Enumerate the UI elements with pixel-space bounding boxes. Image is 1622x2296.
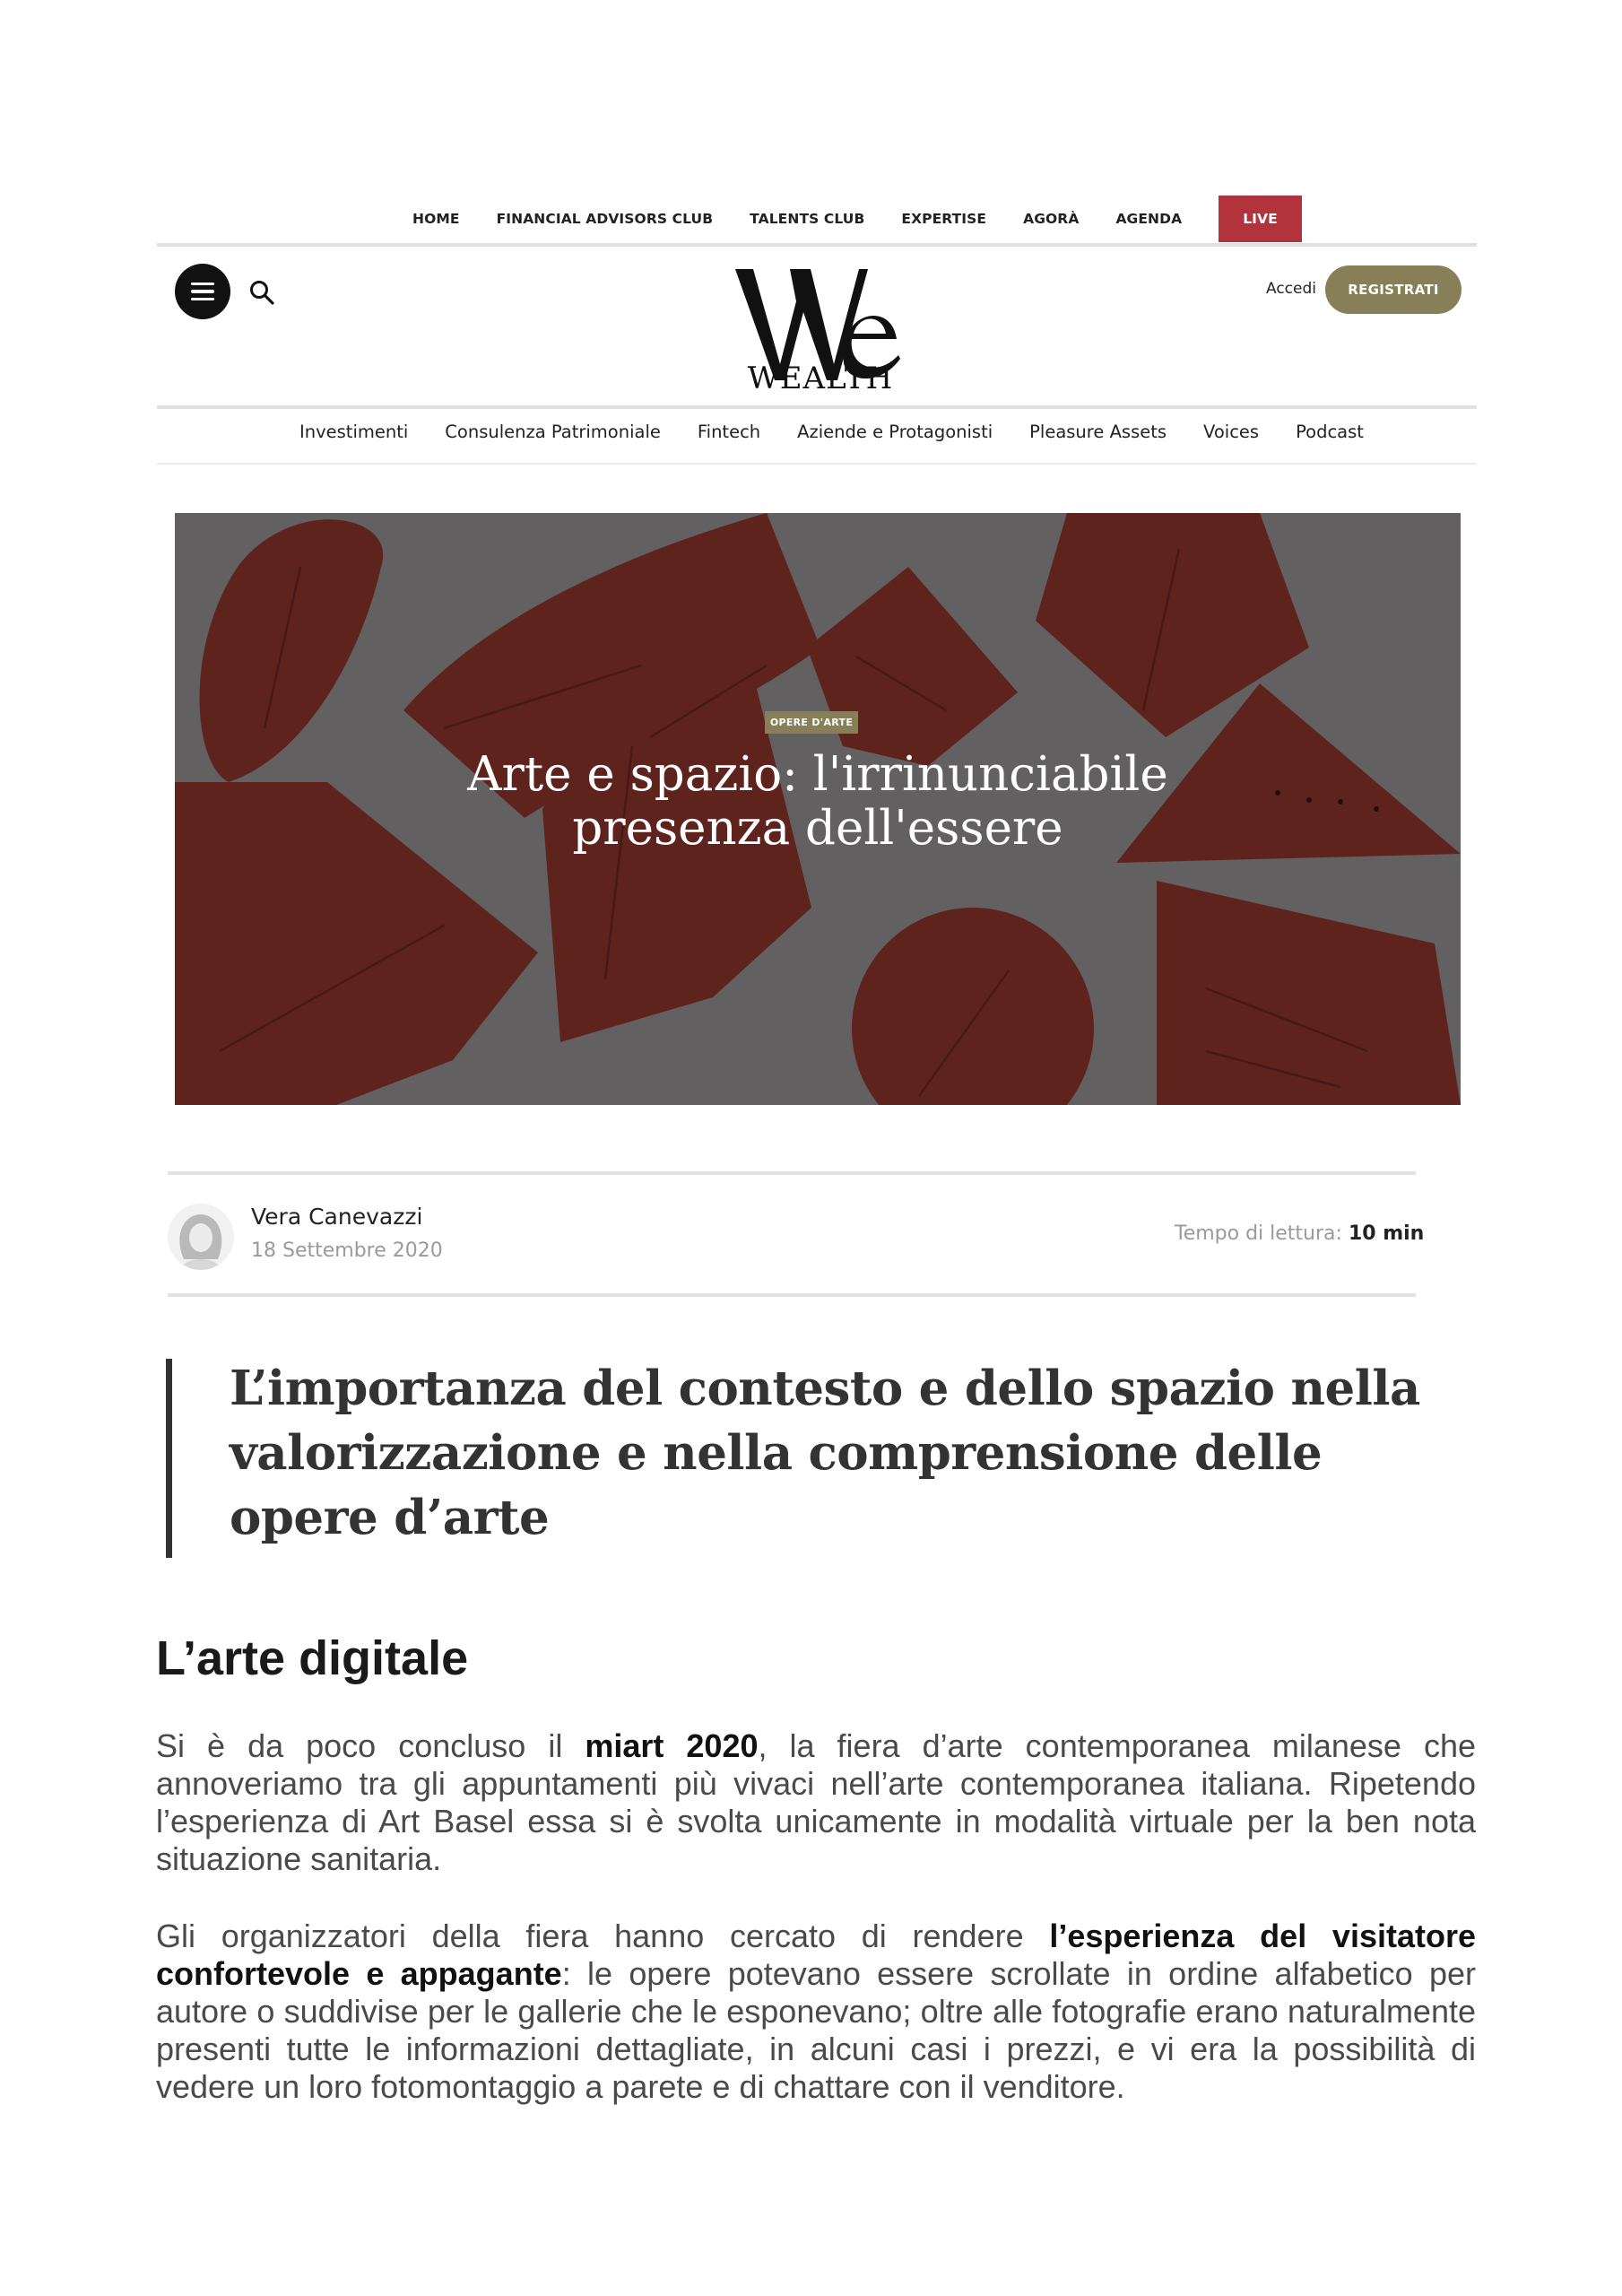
- top-nav-agora[interactable]: AGORÀ: [1023, 211, 1080, 227]
- top-nav-live-button[interactable]: LIVE: [1219, 196, 1302, 242]
- paragraph-2: Gli organizzatori della fiera hanno cercato di rendere l’esperienza del visitatore confortevole e appagante: le opere potevano essere scrollate in ordine alfabetico per autore o suddivise per le gallerie che le esponevano; oltre alle fotografie erano naturalmente presenti tutte le informazioni dettagliate, in alcuni casi i prezzi, e vi era la possibilità di vedere un loro fotomontaggio a parete e di chattare con il venditore.: [156, 1918, 1476, 2105]
- search-icon[interactable]: [247, 278, 276, 307]
- top-nav-expertise[interactable]: EXPERTISE: [901, 211, 987, 227]
- article-title: Arte e spazio: l'irrinunciabile presenza dell'essere: [467, 747, 1168, 856]
- category-nav: [299, 422, 1401, 442]
- category-podcast[interactable]: Podcast: [1296, 422, 1364, 442]
- reading-time-value: 10 min: [1348, 1222, 1425, 1245]
- top-nav-home[interactable]: HOME: [412, 211, 460, 227]
- author-top-divider: [168, 1171, 1416, 1175]
- category-investimenti[interactable]: Investimenti: [299, 422, 409, 442]
- hero-banner[interactable]: [175, 513, 1461, 1105]
- article-lead: L’importanza del contesto e dello spazio nella valorizzazione e nella comprensione delle opere d’arte: [230, 1361, 1420, 1545]
- hamburger-icon: [191, 283, 214, 286]
- top-nav-financial-advisors-club[interactable]: FINANCIAL ADVISORS CLUB: [496, 211, 714, 227]
- publish-date: 18 Settembre 2020: [251, 1239, 443, 1262]
- category-voices[interactable]: Voices: [1203, 422, 1260, 442]
- category-pleasure-assets[interactable]: Pleasure Assets: [1029, 422, 1167, 442]
- category-divider: [157, 463, 1477, 465]
- author-name[interactable]: Vera Canevazzi: [251, 1204, 423, 1230]
- category-aziende-protagonisti[interactable]: Aziende e Protagonisti: [797, 422, 993, 442]
- reading-time: [1175, 1222, 1424, 1245]
- header-divider: [157, 405, 1477, 409]
- author-portrait-image: [168, 1204, 234, 1270]
- top-nav-agenda[interactable]: AGENDA: [1115, 211, 1183, 227]
- reading-time-label: Tempo di lettura:: [1175, 1222, 1342, 1245]
- lead-quote-bar: [166, 1359, 172, 1558]
- category-fintech[interactable]: Fintech: [697, 422, 761, 442]
- register-button[interactable]: REGISTRATI: [1325, 265, 1462, 314]
- menu-button[interactable]: [175, 264, 230, 319]
- login-link[interactable]: Accedi: [1266, 280, 1316, 298]
- category-consulenza-patrimoniale[interactable]: Consulenza Patrimoniale: [445, 422, 661, 442]
- top-nav-talents-club[interactable]: TALENTS CLUB: [750, 211, 865, 227]
- author-bottom-divider: [168, 1293, 1416, 1297]
- top-divider: [157, 243, 1477, 247]
- author-avatar[interactable]: [168, 1204, 234, 1270]
- logo-wordmark: WEALTH: [747, 361, 894, 396]
- section-heading: L’arte digitale: [156, 1631, 469, 1685]
- category-badge[interactable]: OPERE D'ARTE: [765, 711, 858, 734]
- paragraph-1: Si è da poco concluso il miart 2020, la fiera d’arte contemporanea milanese che annoveriamo tra gli appuntamenti più vivaci nell’arte contemporanea italiana. Ripetendo l’esperienza di Art Basel essa si è svolta unicamente in modalità virtuale per la ben nota situazione sanitaria.: [156, 1727, 1476, 1877]
- top-nav: [412, 196, 1302, 242]
